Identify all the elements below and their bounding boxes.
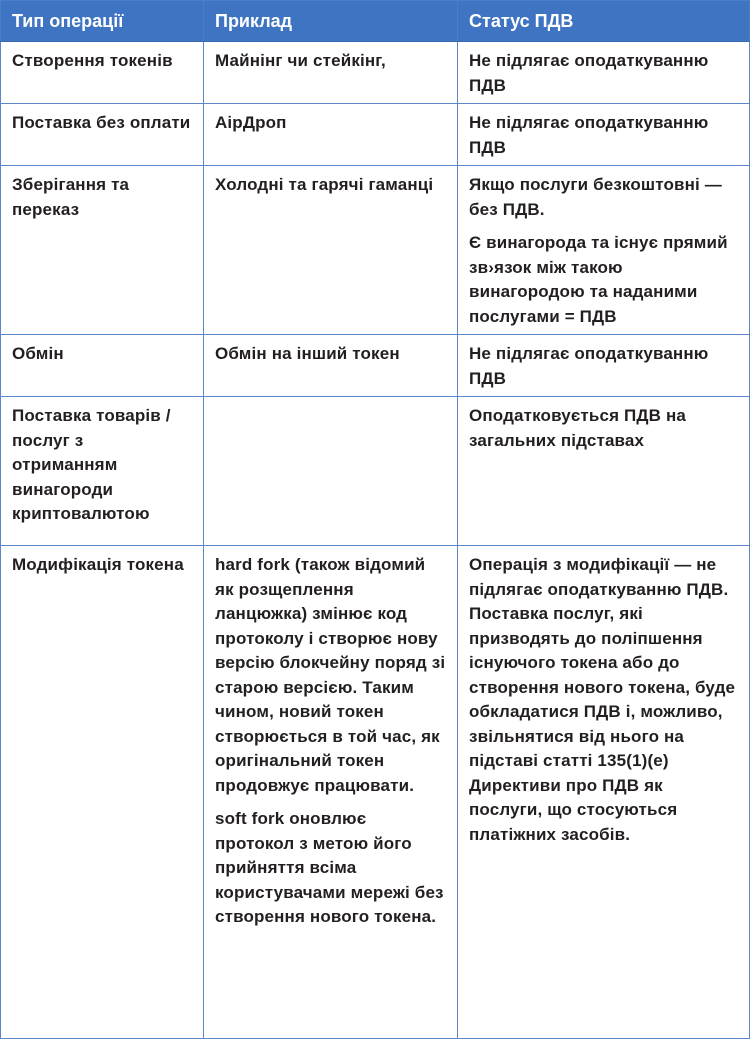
- cell-operation-type: Модифікація токена: [1, 546, 204, 1039]
- cell-example: [204, 166, 458, 335]
- status-text: Оподатковується ПДВ на загальних підставах: [469, 406, 686, 450]
- table-row: [1, 42, 750, 104]
- example-text: Майнінг чи стейкінг,: [215, 51, 386, 70]
- cell-vat-status: [458, 397, 750, 546]
- cell-operation-type: Зберігання та переказ: [1, 166, 204, 335]
- cell-vat-status: [458, 335, 750, 397]
- status-text: Є винагорода та існує прямий зв›язок між такою винагородою та наданими послугами = ПДВ: [469, 233, 728, 326]
- cell-operation-type: Обмін: [1, 335, 204, 397]
- header-row: [1, 1, 750, 42]
- header-example: Приклад: [204, 1, 458, 42]
- cell-vat-status: [458, 42, 750, 104]
- cell-example: [204, 335, 458, 397]
- table-row: [1, 104, 750, 166]
- cell-operation-type: Створення токенів: [1, 42, 204, 104]
- status-text: Не підлягає оподаткуванню ПДВ: [469, 113, 709, 157]
- example-text: Холодні та гарячі гаманці: [215, 175, 434, 194]
- table-body: [1, 42, 750, 1039]
- table-row: [1, 546, 750, 1039]
- example-text: hard fork (також відомий як розщеплення ланцюжка) змінює код протоколу і створює нову версію блокчейну поряд зі старою версією. Таким чином, новий токен створюється в той час, як оригінальний токен продовжує працювати.: [215, 555, 446, 795]
- cell-example: [204, 104, 458, 166]
- table-row: [1, 166, 750, 335]
- header-vat-status: Статус ПДВ: [458, 1, 750, 42]
- example-text: soft fork оновлює протокол з метою його прийняття всіма користувачами мережі без створення нового токена.: [215, 809, 444, 926]
- cell-vat-status: [458, 104, 750, 166]
- table-row: [1, 335, 750, 397]
- example-text: АірДроп: [215, 113, 287, 132]
- status-text: Якщо послуги безкоштовні — без ПДВ.: [469, 175, 722, 219]
- cell-example: [204, 397, 458, 546]
- header-operation-type: Тип операції: [1, 1, 204, 42]
- cell-operation-type: Поставка без оплати: [1, 104, 204, 166]
- status-text: Операція з модифікації — не підлягає оподаткуванню ПДВ. Поставка послуг, які призводять до поліпшення існуючого токена або до створення нового токена, буде обкладатися ПДВ і, можливо, звільнятися від нього на підставі статті 135(1)(е) Директиви про ПДВ як послуги, що стосуються платіжних засобів.: [469, 555, 736, 844]
- table-header: [1, 1, 750, 42]
- cell-operation-type: Поставка товарів / послуг з отриманням винагороди криптовалютою: [1, 397, 204, 546]
- cell-vat-status: [458, 546, 750, 1039]
- example-text: Обмін на інший токен: [215, 344, 400, 363]
- status-text: Не підлягає оподаткуванню ПДВ: [469, 344, 709, 388]
- cell-example: [204, 42, 458, 104]
- status-text: Не підлягає оподаткуванню ПДВ: [469, 51, 709, 95]
- cell-vat-status: [458, 166, 750, 335]
- cell-example: [204, 546, 458, 1039]
- table-row: [1, 397, 750, 546]
